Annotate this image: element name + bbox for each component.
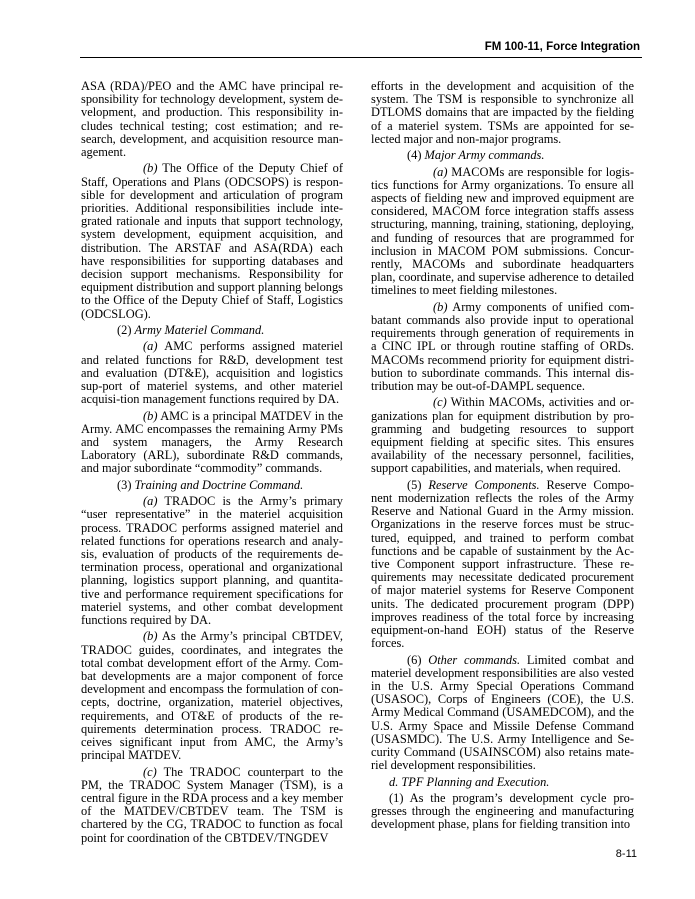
paragraph-label: (c) <box>433 395 447 410</box>
section-title: Reserve Components. <box>428 477 540 492</box>
section-heading <box>81 324 343 337</box>
paragraph-text: The TRADOC counterpart to the PM, the TRADOC System Manager (TSM), is a central figure in the RDA process and a key member of the MATDEV/CBTDEV team. The TSM is chartered by the CG, TRADOC to function as focal point for coordination of the CBTDEV/TNGDEV <box>81 764 343 845</box>
paragraph-label: (a) <box>143 494 158 509</box>
paragraph-text: Within MACOMs, activities and or-ganizations plan for equipment distribution by pro-gramming and budgeting resources to support equipment fielding at specific sites. This ensures availability of the necessary personnel, facilities, support capabilities, and materials, when required. <box>371 395 634 476</box>
paragraph-label: (b) <box>433 299 448 314</box>
section-number: (3) <box>117 477 135 492</box>
section-number: (4) <box>407 148 425 163</box>
paragraph <box>371 301 634 393</box>
section-title: Major Army commands. <box>424 148 545 163</box>
section-title: Training and Doctrine Command. <box>134 477 304 492</box>
paragraph-label: (a) <box>433 164 448 179</box>
section-number: (2) <box>117 323 135 338</box>
paragraph: ASA (RDA)/PEO and the AMC have principal re-sponsibility for technology development, system de-velopment, and production. This responsibility in-cludes technical testing; cost estimation; and re-search, development, and acquisition resource man-agement. <box>81 79 343 160</box>
paragraph <box>81 410 343 476</box>
paragraph-text: The Office of the Deputy Chief of Staff, Operations and Plans (ODCSOPS) is respon-sible for development and articulation of program priorities. Additional responsibilities include inte-grated rationale and inputs that support technology, system development, equipment acquisition, and distribution. The ARSTAF and ASA(RDA) each have responsibilities for supporting databases and decision support mechanisms. Responsibility for equipment distribution and support planning belongs to the Office of the Deputy Chief of Staff, Logistics (ODCSLOG). <box>81 161 343 321</box>
paragraph <box>81 495 343 627</box>
section-number: (5) <box>407 477 429 492</box>
paragraph-text: AMC performs assigned materiel and related functions for R&D, development test and evaluation (DT&E), acquisition and logistics sup-port of materiel systems, and other materiel acquisi-tion management functions required by DA. <box>81 339 343 407</box>
paragraph-text: As the Army’s principal CBTDEV, TRADOC guides, coordinates, and integrates the total combat development effort of the Army. Com-bat developments are a major component of force development and encompass the formulation of con-cepts, doctrine, organization, materiel objectives, requirements, and OT&E of products of the re-quirements determination process. TRADOC re-ceives significant input from AMC, the Army’s principal MATDEV. <box>81 629 343 763</box>
paragraph-label: (c) <box>143 764 157 779</box>
paragraph <box>371 654 634 773</box>
running-header-title: FM 100-11, Force Integration <box>484 41 640 53</box>
paragraph <box>371 479 634 651</box>
section-heading <box>371 149 634 162</box>
paragraph <box>81 162 343 320</box>
section-heading <box>81 479 343 492</box>
left-column <box>81 80 343 848</box>
paragraph <box>371 166 634 298</box>
paragraph <box>81 766 343 845</box>
paragraph-text: TRADOC is the Army’s primary “user representative” in the materiel acquisition process. TRADOC performs assigned materiel and related functions for operations research and analy-sis, evaluation of products of the requirements de-termination process, operational and organizational planning, logistics support planning, and quantita-tive and performance requirement specifications for materiel systems, and other combat development functions required by DA. <box>81 494 343 628</box>
paragraph-text: Reserve Compo-nent modernization reflects the roles of the Army Reserve and National Guard in the Army mission. Organizations in the reserve forces must be struc-tured, equipped, and trained to perform combat functions and be capable of sustainment by the Ac-tive Component support infrastructure. These re-quirements may necessitate dedicated procurement of major materiel systems for Reserve Component units. The dedicated procurement program (DPP) improves readiness of the total force by increasing equipment-on-hand EOH) status of the Reserve forces. <box>371 477 634 651</box>
paragraph: (1) As the program’s development cycle pro-gresses through the engineering and manufacturing development phase, plans for fielding transition into <box>371 791 634 832</box>
paragraph-text: AMC is a principal MATDEV in the Army. AMC encompasses the remaining Army PMs and system managers, the Army Research Laboratory (ARL), subordinate R&D commands, and major subordinate “commodity” commands. <box>81 408 343 476</box>
section-title: Other commands. <box>428 652 521 667</box>
paragraph <box>81 340 343 406</box>
paragraph-text: MACOMs are responsible for logis-tics functions for Army organizations. To ensure all aspects of fielding new and improved equipment are considered, MACOM force integration staffs assess structuring, manning, training, stationing, deploying, and funding of resources that are programmed for inclusion in MACOM POM submissions. Concur-rently, MACOMs and subordinate headquarters plan, coordinate, and supervise adherence to detailed timelines to meet fielding milestones. <box>371 164 634 298</box>
section-number: (6) <box>407 652 429 667</box>
paragraph <box>81 630 343 762</box>
paragraph-label: (b) <box>143 629 158 644</box>
right-column <box>371 80 634 835</box>
section-title: Army Materiel Command. <box>134 323 265 338</box>
paragraph-text: Limited combat and materiel development responsibilities are also vested in the U.S. Army Special Operations Command (USASOC), Corps of Engineers (COE), the U.S. Army Medical Command (USAMEDCOM), and the U.S. Army Space and Missile Defense Command (USASMDC). The U.S. Army Intelligence and Se-curity Command (USAINSCOM) also retains mate-riel development responsibilities. <box>371 652 635 773</box>
paragraph-label: (b) <box>143 161 158 176</box>
paragraph: efforts in the development and acquisition of the system. The TSM is responsible to synchronize all DTLOMS domains that are impacted by the fielding of a materiel system. TSMs are appointed for se-lected major and non-major programs. <box>371 79 634 146</box>
page-number: 8-11 <box>615 848 637 860</box>
header-rule <box>80 57 642 58</box>
paragraph-text: Army components of unified com-batant commands also provide input to operational requirements through generation of requirements in a CINC IPL or through routine staffing of ORDs. MACOMs recommend priority for equipment distri-bution to subordinate commands. This internal dis-tribution may be out-of-DAMPL sequence. <box>371 299 634 394</box>
paragraph-label: (a) <box>143 339 158 354</box>
paragraph-label: (b) <box>143 408 158 423</box>
section-heading: d. TPF Planning and Execution. <box>389 774 550 789</box>
paragraph <box>371 396 634 475</box>
